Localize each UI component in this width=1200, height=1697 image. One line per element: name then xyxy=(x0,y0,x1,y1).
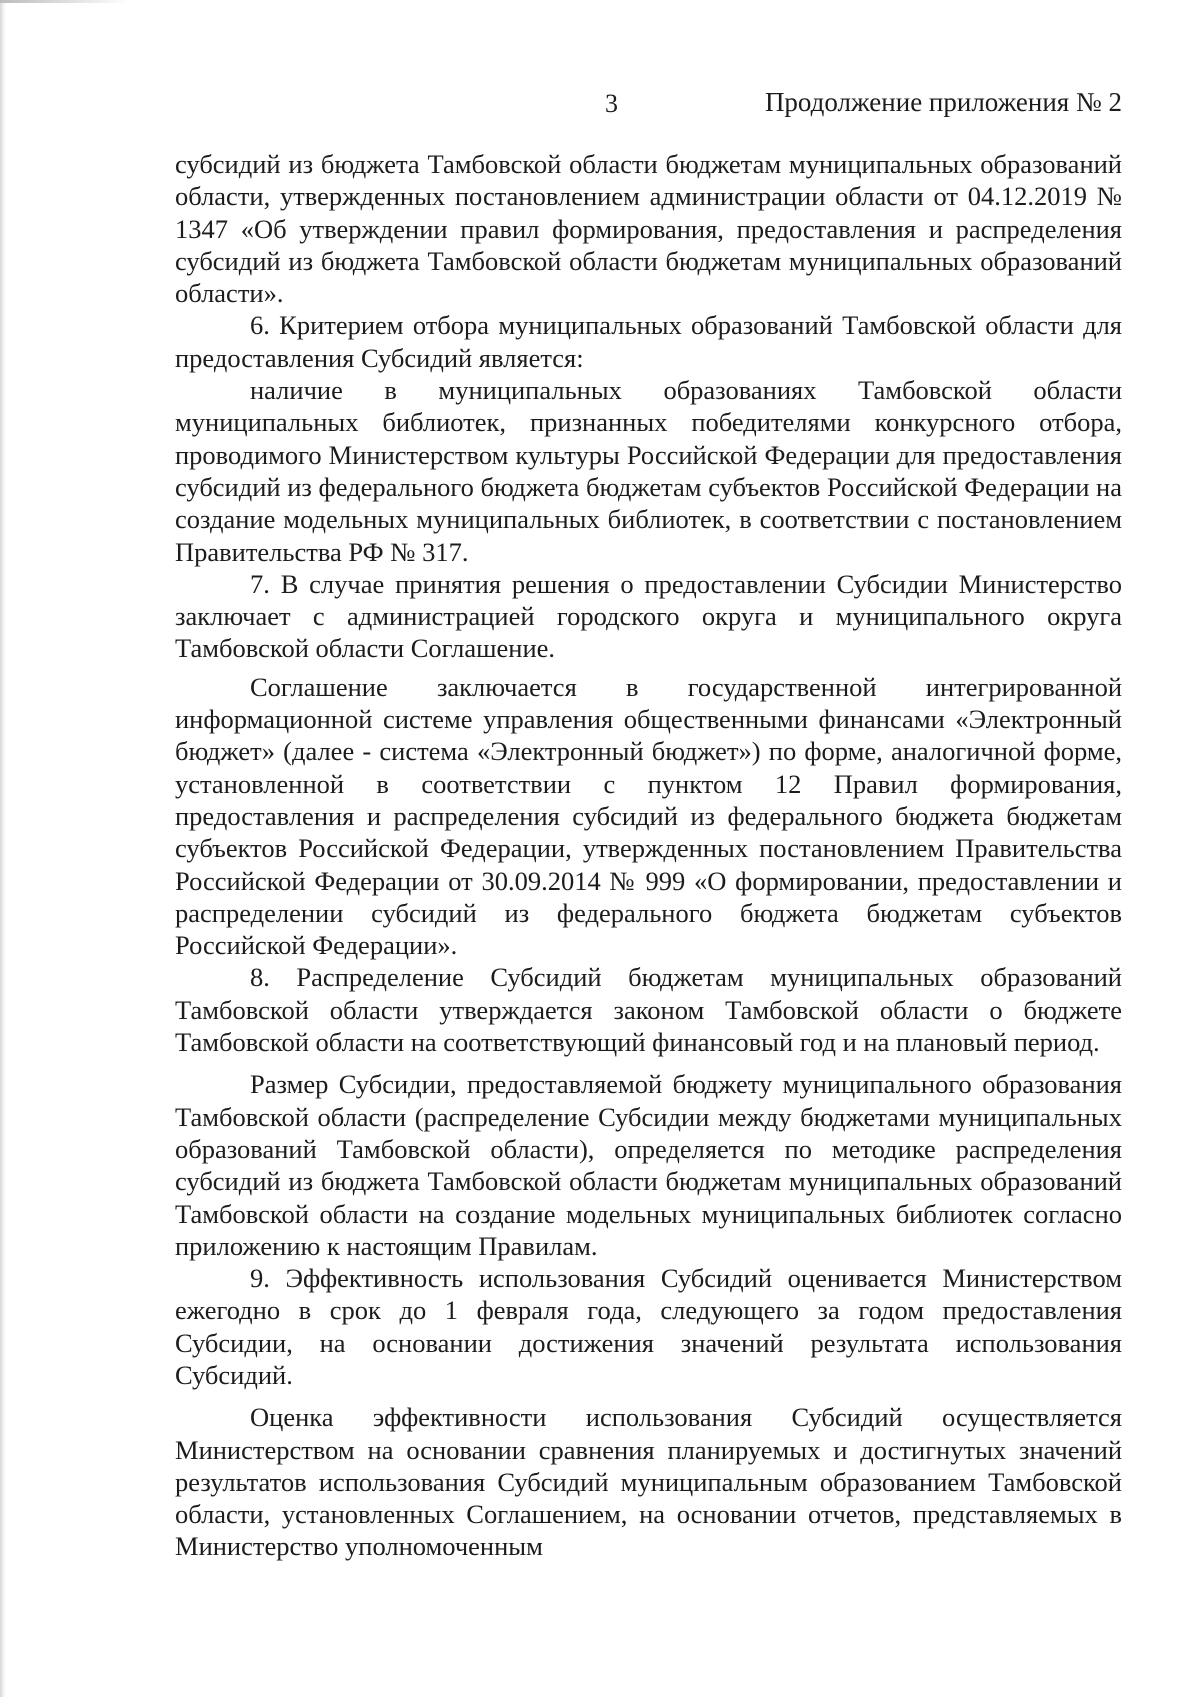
paragraph-selection-criterion: наличие в муниципальных образованиях Тамбовской области муниципальных библиотек, признанных победителями конкурсного отбора, проводимого Министерством культуры Российской Федерации для предоставления субсидий из федерального бюджета бюджетам субъектов Российской Федерации на создание модельных муниципальных библиотек, в соответствии с постановлением Правительства РФ № 317. xyxy=(175,375,1122,567)
appendix-continuation-note: Продолжение приложения № 2 xyxy=(764,87,1122,117)
paragraph-item-9: 9. Эффективность использования Субсидий оценивается Министерством ежегодно в срок до 1 февраля года, следующего за годом предоставления Субсидии, на основании достижения значений результата использования Субсидий. xyxy=(175,1263,1122,1390)
paragraph-item-7: 7. В случае принятия решения о предоставлении Субсидии Министерство заключает с администрацией городского округа и муниципального округа Тамбовской области Соглашение. xyxy=(175,568,1122,664)
scan-edge-shadow xyxy=(0,0,6,1697)
page-number: 3 xyxy=(605,89,618,118)
paragraph-item-6: 6. Критерием отбора муниципальных образований Тамбовской области для предоставления Субсидий является: xyxy=(175,310,1122,373)
paragraph-subsidy-amount: Размер Субсидии, предоставляемой бюджету муниципального образования Тамбовской области (распределение Субсидии между бюджетами муниципальных образований Тамбовской области), определяется по методике распределения субсидий из бюджета Тамбовской области бюджетам муниципальных образований Тамбовской области на создание модельных муниципальных библиотек согласно приложению к настоящим Правилам. xyxy=(175,1069,1122,1261)
document-body xyxy=(175,148,1122,1563)
paragraph-efficiency-assessment: Оценка эффективности использования Субсидий осуществляется Министерством на основании сравнения планируемых и достигнутых значений результатов использования Субсидий муниципальным образованием Тамбовской области, установленных Соглашением, на основании отчетов, представляемых в Министерство уполномоченным xyxy=(175,1402,1122,1562)
paragraph-agreement: Соглашение заключается в государственной интегрированной информационной системе управления общественными финансами «Электронный бюджет» (далее - система «Электронный бюджет») по форме, аналогичной форме, установленной в соответствии с пунктом 12 Правил формирования, предоставления и распределения субсидий из федерального бюджета бюджетам субъектов Российской Федерации, утвержденных постановлением Правительства Российской Федерации от 30.09.2014 № 999 «О формировании, предоставлении и распределении субсидий из федерального бюджета бюджетам субъектов Российской Федерации». xyxy=(175,671,1122,961)
scan-top-shadow xyxy=(0,0,130,3)
paragraph-subsidy-rules-continuation: субсидий из бюджета Тамбовской области бюджетам муниципальных образований области, утвержденных постановлением администрации области от 04.12.2019 № 1347 «Об утверждении правил формирования, предоставления и распределения субсидий из бюджета Тамбовской области бюджетам муниципальных образований области». xyxy=(175,149,1122,309)
paragraph-item-8: 8. Распределение Субсидий бюджетам муниципальных образований Тамбовской области утверждается законом Тамбовской области о бюджете Тамбовской области на соответствующий финансовый год и на плановый период. xyxy=(175,962,1122,1058)
